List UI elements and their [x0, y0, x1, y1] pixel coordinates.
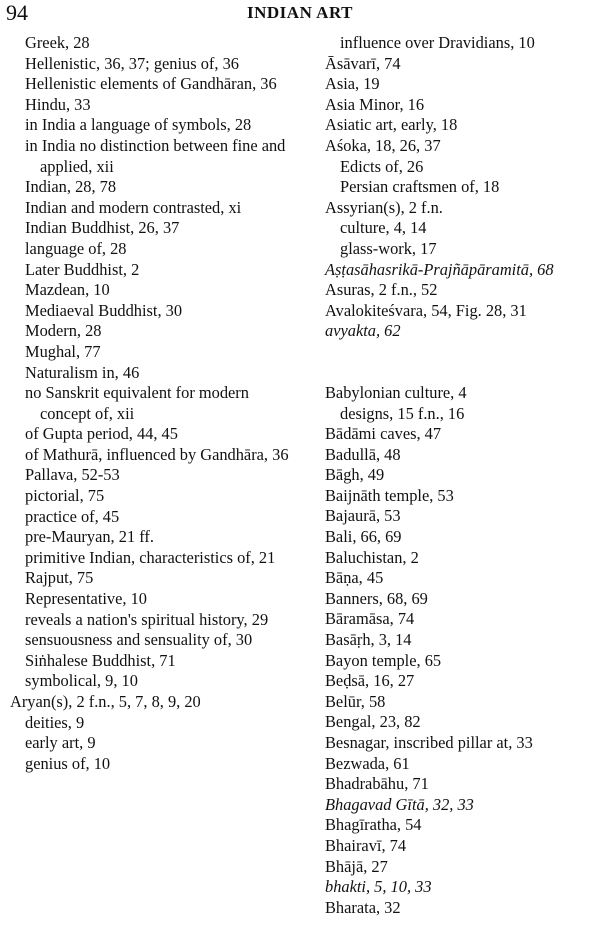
index-heading: Beḍsā, 16, 27 [325, 671, 415, 691]
index-heading: Bharata, 32 [325, 897, 401, 917]
index-heading: Bengal, 23, 82 [325, 712, 421, 732]
index-entry: Indian and modern contrasted, xi [25, 197, 242, 217]
index-entry: Greek, 28 [25, 33, 90, 52]
index-heading: Aśoka, 18, 26, 37 [325, 135, 441, 155]
index-heading: Assyrian(s), 2 f.n. [325, 197, 443, 217]
index-heading: Besnagar, inscribed pillar at, 33 [325, 733, 533, 752]
index-entry: in India no distinction between fine and applied, xii [25, 135, 286, 176]
index-entry: Later Buddhist, 2 [25, 259, 140, 279]
index-entry: Persian craftsmen of, 18 [340, 177, 500, 197]
index-entry: sensuousness and sensuality of, 30 [25, 630, 253, 650]
index-heading: Bāṇa, 45 [325, 568, 384, 588]
index-entry: no Sanskrit equivalent for modern concept of, xii [25, 383, 249, 423]
index-heading: Bali, 66, 69 [325, 527, 402, 547]
index-heading: Aryan(s), 2 f.n., 5, 7, 8, 9, 20 [10, 692, 201, 711]
index-column-left [0, 33, 298, 774]
index-heading: Belūr, 58 [325, 691, 386, 711]
index-entry: symbolical, 9, 10 [25, 671, 138, 691]
index-entry: Pallava, 52-53 [25, 465, 120, 485]
index-heading: Āsāvarī, 74 [325, 53, 401, 73]
index-heading: Bayon temple, 65 [325, 650, 442, 670]
index-entry: Representative, 10 [25, 589, 147, 609]
index-heading: Bādāmi caves, 47 [325, 424, 442, 444]
index-heading: Bhadrabāhu, 71 [325, 774, 429, 794]
index-heading: Bezwada, 61 [325, 753, 410, 773]
index-entry: Edicts of, 26 [340, 156, 424, 176]
index-entry: designs, 15 f.n., 16 [340, 403, 465, 423]
index-entry: primitive Indian, characteristics of, 21 [25, 547, 276, 567]
page-number: 94 [6, 0, 28, 25]
index-entry: Modern, 28 [25, 321, 102, 341]
index-heading: Bāramāsa, 74 [325, 609, 415, 629]
index-heading: Badullā, 48 [325, 444, 401, 464]
index-heading: Bajaurā, 53 [325, 506, 401, 526]
index-entry: in India a language of symbols, 28 [25, 115, 252, 135]
index-entry: Rajput, 75 [25, 568, 94, 588]
index-entry: Hellenistic, 36, 37; genius of, 36 [25, 53, 239, 73]
index-entry: Naturalism in, 46 [25, 362, 140, 382]
index-entry: influence over Dravidians, 10 [340, 33, 535, 52]
index-entry: deities, 9 [25, 712, 85, 732]
section-gap [325, 342, 600, 383]
index-entry: culture, 4, 14 [340, 218, 427, 238]
index-entry: genius of, 10 [25, 753, 111, 773]
index-entry: Mughal, 77 [25, 341, 101, 361]
index-entry: of Mathurā, influenced by Gandhāra, 36 [25, 444, 289, 464]
index-heading: avyakta, 62 [325, 321, 401, 341]
index-heading: Asuras, 2 f.n., 52 [325, 280, 438, 300]
running-head: INDIAN ART [247, 3, 353, 22]
index-entry: language of, 28 [25, 238, 127, 258]
index-entry: reveals a nation's spiritual history, 29 [25, 609, 269, 629]
index-entry: Mediaeval Buddhist, 30 [25, 300, 183, 320]
index-entry: pre-Mauryan, 21 ff. [25, 527, 154, 547]
index-heading: Bhagīratha, 54 [325, 815, 422, 835]
index-heading: Asia Minor, 16 [325, 94, 425, 114]
index-heading: Asiatic art, early, 18 [325, 115, 458, 135]
index-heading: Basāṛh, 3, 14 [325, 630, 412, 650]
index-entry: practice of, 45 [25, 506, 120, 526]
index-entry: Siṅhalese Buddhist, 71 [25, 650, 176, 670]
index-entry: pictorial, 75 [25, 486, 105, 506]
index-heading: Baijnāth temple, 53 [325, 485, 454, 505]
index-entry: Indian Buddhist, 26, 37 [25, 218, 180, 238]
index-heading: Bāgh, 49 [325, 465, 385, 485]
index-heading: bhakti, 5, 10, 33 [325, 877, 432, 897]
index-entry: Hellenistic elements of Gandhāran, 36 [25, 74, 277, 94]
index-heading: Avalokiteśvara, 54, Fig. 28, 31 [325, 300, 527, 320]
index-heading: Banners, 68, 69 [325, 588, 428, 608]
index-heading: Baluchistan, 2 [325, 547, 419, 567]
index-heading: Asia, 19 [325, 74, 380, 94]
index-entry: Indian, 28, 78 [25, 177, 117, 197]
index-entry: glass-work, 17 [340, 238, 437, 258]
index-entry: of Gupta period, 44, 45 [25, 424, 178, 444]
index-entry: early art, 9 [25, 733, 96, 753]
index-entry: Mazdean, 10 [25, 280, 110, 300]
index-heading: Aṣṭasāhasrikā-Prajñāpāramitā, 68 [325, 259, 554, 279]
index-heading: Bhagavad Gītā, 32, 33 [325, 794, 474, 814]
index-heading: Babylonian culture, 4 [325, 382, 467, 402]
index-heading: Bhājā, 27 [325, 856, 388, 876]
index-entry: Hindu, 33 [25, 94, 91, 114]
page-header [0, 0, 600, 30]
index-column-right [325, 33, 600, 918]
index-heading: Bhairavī, 74 [325, 835, 407, 855]
